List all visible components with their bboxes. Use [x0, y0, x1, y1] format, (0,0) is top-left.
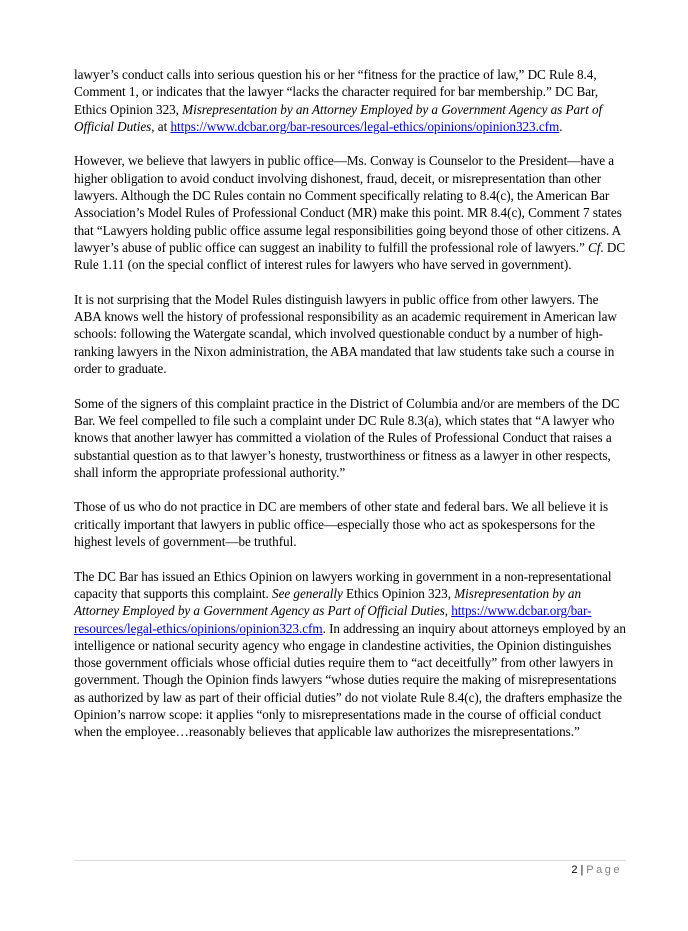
document-body [74, 66, 626, 758]
paragraph-1 [74, 66, 626, 135]
paragraph-6 [74, 568, 626, 741]
opinion-323-link-2[interactable]: https://www.dcbar.org/bar-resources/legal-ethics/opinions/opinion323.cfm [74, 603, 592, 636]
footer-divider [74, 860, 626, 861]
opinion-title-italic: Misrepresentation by an Attorney Employed by a Government Agency as Part of Official Duties [74, 101, 603, 134]
paragraph-2-text: However, we believe that lawyers in public office—Ms. Conway is Counselor to the President—have a higher obligation to avoid conduct involving dishonest, fraud, deceit, or misrepresentation than other lawyers. Although the DC Rules contain no Comment specifically relating to 8.4(c), the American Bar Association’s Model Rules of Professional Conduct (MR) make this point. MR 8.4(c), Comment 7 states that “Lawyers holding public office assume legal responsibilities going beyond those of other citizens. A lawyer’s abuse of public office can suggest an inability to fulfill the professional role of lawyers.” [74, 153, 622, 255]
paragraph-5: Those of us who do not practice in DC are members of other state and federal bars. We all believe it is critically important that lawyers in public office—especially those who act as spokespersons for the highest levels of government—be truthful. [74, 499, 609, 550]
opinion-323-link[interactable]: https://www.dcbar.org/bar-resources/legal-ethics/opinions/opinion323.cfm [170, 118, 560, 134]
paragraph-1-connector: , at [151, 118, 171, 134]
page-footer [571, 864, 622, 876]
footer-separator: | [580, 864, 584, 876]
paragraph-4: Some of the signers of this complaint practice in the District of Columbia and/or are members of the DC Bar. We feel compelled to file such a complaint under DC Rule 8.3(a), which states that “A lawyer who knows that another lawyer has committed a violation of the Rules of Professional Conduct that raises a substantial question as to that lawyer’s honesty, trustworthiness or fitness as a lawyer in other respects, shall inform the appropriate professional authority.” [74, 395, 620, 480]
paragraph-3: It is not surprising that the Model Rules distinguish lawyers in public office from other lawyers. The ABA knows well the history of professional responsibility as an academic requirement in American law schools: following the Watergate scandal, which involved questionable conduct by a number of high-ranking lawyers in the Nixon administration, the ABA mandated that law students take such a course in order to graduate. [74, 291, 617, 377]
paragraph-6-text: The DC Bar has issued an Ethics Opinion on lawyers working in government in a non-representational capacity that supports this complaint. [74, 568, 612, 601]
paragraph-6-comma: , [444, 603, 452, 619]
paragraph-2-end: . DC Rule 1.11 (on the special conflict of interest rules for lawyers who have served in government). [74, 239, 626, 273]
see-generally-italic: See generally [272, 585, 343, 601]
opinion-title-italic-2: Misrepresentation by an Attorney Employed by a Government Agency as Part of Official Duties [74, 585, 581, 619]
paragraph-1-text: lawyer’s conduct calls into serious question his or her “fitness for the practice of law,” DC Rule 8.4, Comment 1, or indicates that the lawyer “lacks the character required for bar membership.” DC Bar, Ethics Opinion 323, [74, 67, 599, 117]
paragraph-2 [74, 152, 626, 273]
cf-italic: Cf [588, 239, 601, 255]
page-label: Page [586, 864, 622, 876]
page-number: 2 [571, 864, 578, 876]
paragraph-6-connector: Ethics Opinion 323, [342, 585, 455, 601]
paragraph-1-end: . [559, 118, 563, 134]
paragraph-6-end: . In addressing an inquiry about attorneys employed by an intelligence or national security agency who engage in clandestine activities, the Opinion distinguishes those government officials whose official duties require them to “act deceitfully” from other lawyers in government. Though the Opinion finds lawyers “whose duties require the making of misrepresentations as authorized by law as part of their official duties” do not violate Rule 8.4(c), the drafters emphasize the Opinion’s narrow scope: it applies “only to misrepresentations made in the course of official conduct when the employee…reasonably believes that applicable law authorizes the misrepresentations.” [74, 620, 626, 740]
